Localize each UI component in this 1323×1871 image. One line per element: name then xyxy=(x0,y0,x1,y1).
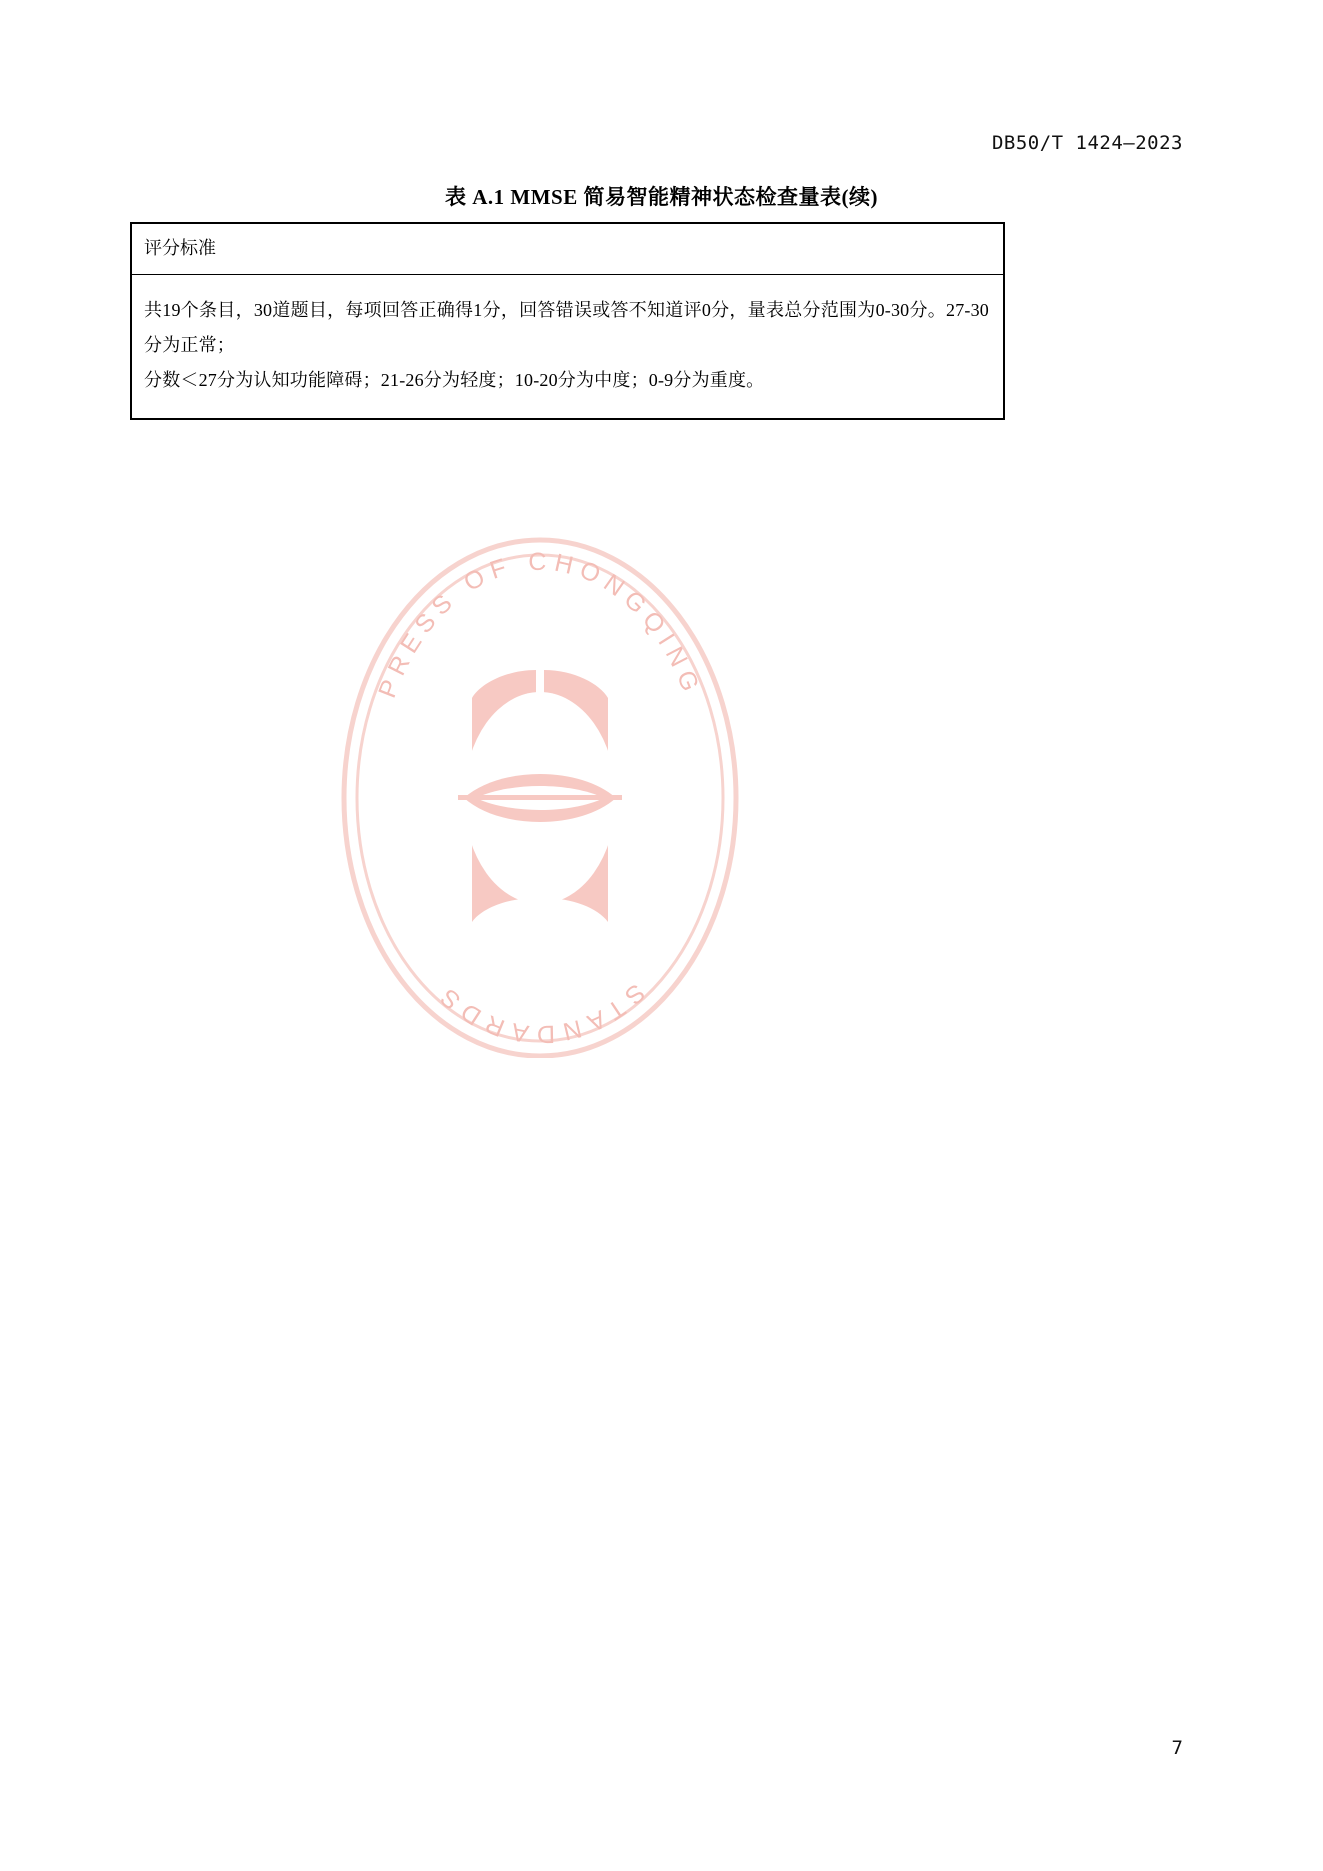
table-header-cell: 评分标准 xyxy=(132,224,1003,275)
publisher-seal-watermark xyxy=(330,498,750,1058)
table-body-cell xyxy=(132,275,1003,418)
scoring-line-2: 分数＜27分为认知功能障碍；21-26分为轻度；10-20分为中度；0-9分为重度。 xyxy=(144,370,765,391)
table-caption: 表 A.1 MMSE 简易智能精神状态检查量表(续) xyxy=(445,185,878,209)
scoring-line-1: 共19个条目，30道题目，每项回答正确得1分，回答错误或答不知道评0分，量表总分范围为0-30分。27-30分为正常； xyxy=(144,300,989,356)
svg-text:STANDARDS xyxy=(430,978,651,1048)
seal-text-top: PRESS OF CHONGQING xyxy=(373,547,707,702)
scoring-criteria-table xyxy=(130,222,1005,420)
seal-text-bottom: STANDARDS xyxy=(429,978,651,1049)
svg-text:PRESS OF CHONGQING xyxy=(373,548,707,702)
standard-code-header: DB50/T 1424—2023 xyxy=(991,132,1183,154)
page-number: 7 xyxy=(1171,1737,1183,1759)
